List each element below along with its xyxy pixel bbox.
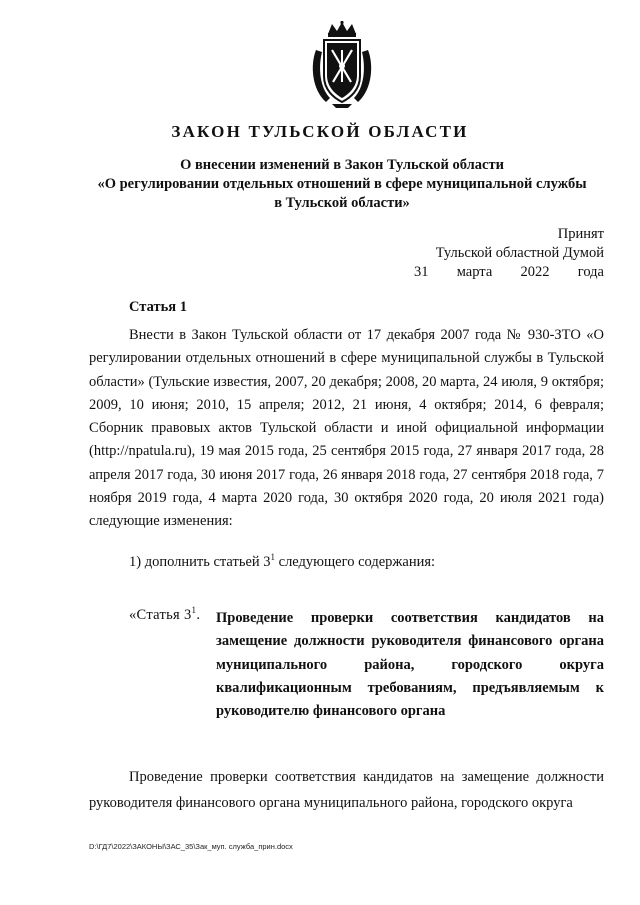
title-line: замещение должности руководителя финансового органа <box>216 633 604 650</box>
title-line: руководителю финансового органа <box>216 703 446 720</box>
adoption-date <box>414 263 604 282</box>
label-superscript: 1 <box>191 605 197 616</box>
title-line: муниципального района, городского округа <box>216 656 604 673</box>
new-article-label <box>129 607 200 624</box>
article-heading: Статья 1 <box>129 299 187 315</box>
coat-of-arms-icon <box>306 20 378 110</box>
new-article-title <box>216 607 604 723</box>
adoption-day: 31 <box>414 264 429 280</box>
label-suffix: . <box>196 607 201 623</box>
subtitle-line: «О регулировании отдельных отношений в сфере муниципальной службы <box>97 176 587 192</box>
title-line: квалификационным требованиям, предъявляемым к <box>216 679 604 696</box>
item-text: 1) дополнить статьей 3 <box>129 554 271 570</box>
title-line: Проведение проверки соответствия кандидатов на <box>216 610 604 626</box>
item-superscript: 1 <box>270 552 276 563</box>
file-path: D:\ГД7\2022\ЗАКОНЫ\ЗАС_35\Зак_муп. служба_прин.docx <box>89 842 293 851</box>
amendment-item <box>129 554 435 571</box>
new-article-paragraph: Проведение проверки соответствия кандидатов на замещение должности руководителя финансового органа муниципального района, городского округа <box>89 769 604 811</box>
law-title: ЗАКОН ТУЛЬСКОЙ ОБЛАСТИ <box>171 122 469 141</box>
law-subtitle <box>80 156 604 213</box>
article-paragraph: Внести в Закон Тульской области от 17 декабря 2007 года № 930-ЗТО «О регулировании отдельных отношений в сфере муниципальной службы в Тульской области» (Тульские известия, 2007, 20 декабря; 2008, 20 марта, 24 июля, 9 октября; 2009, 10 июня; 2010, 15 апреля; 2012, 21 июня, 4 октября; 2014, 6 февраля; Сборник правовых актов Тульской области и иной официальной информации (http://npatula.ru), 19 мая 2015 года, 25 сентября 2015 года, 27 января 2017 года, 28 апреля 2017 года, 30 июня 2017 года, 26 января 2018 года, 27 сентября 2018 года, 7 ноября 2019 года, 4 марта 2020 года, 30 октября 2020 года, 20 июля 2021 года) следующие изменения: <box>89 327 604 530</box>
subtitle-line: в Тульской области» <box>274 195 410 211</box>
adopted-by: Тульской областной Думой <box>435 245 604 261</box>
item-text-suffix: следующего содержания: <box>275 554 436 570</box>
adoption-year-word: года <box>577 264 604 280</box>
adoption-month: марта <box>456 264 493 280</box>
adopted-label: Принят <box>557 226 604 242</box>
adoption-year: 2022 <box>520 264 550 280</box>
adoption-block <box>414 225 604 282</box>
subtitle-line: О внесении изменений в Закон Тульской области <box>180 157 504 173</box>
label-text: «Статья 3 <box>129 607 192 623</box>
